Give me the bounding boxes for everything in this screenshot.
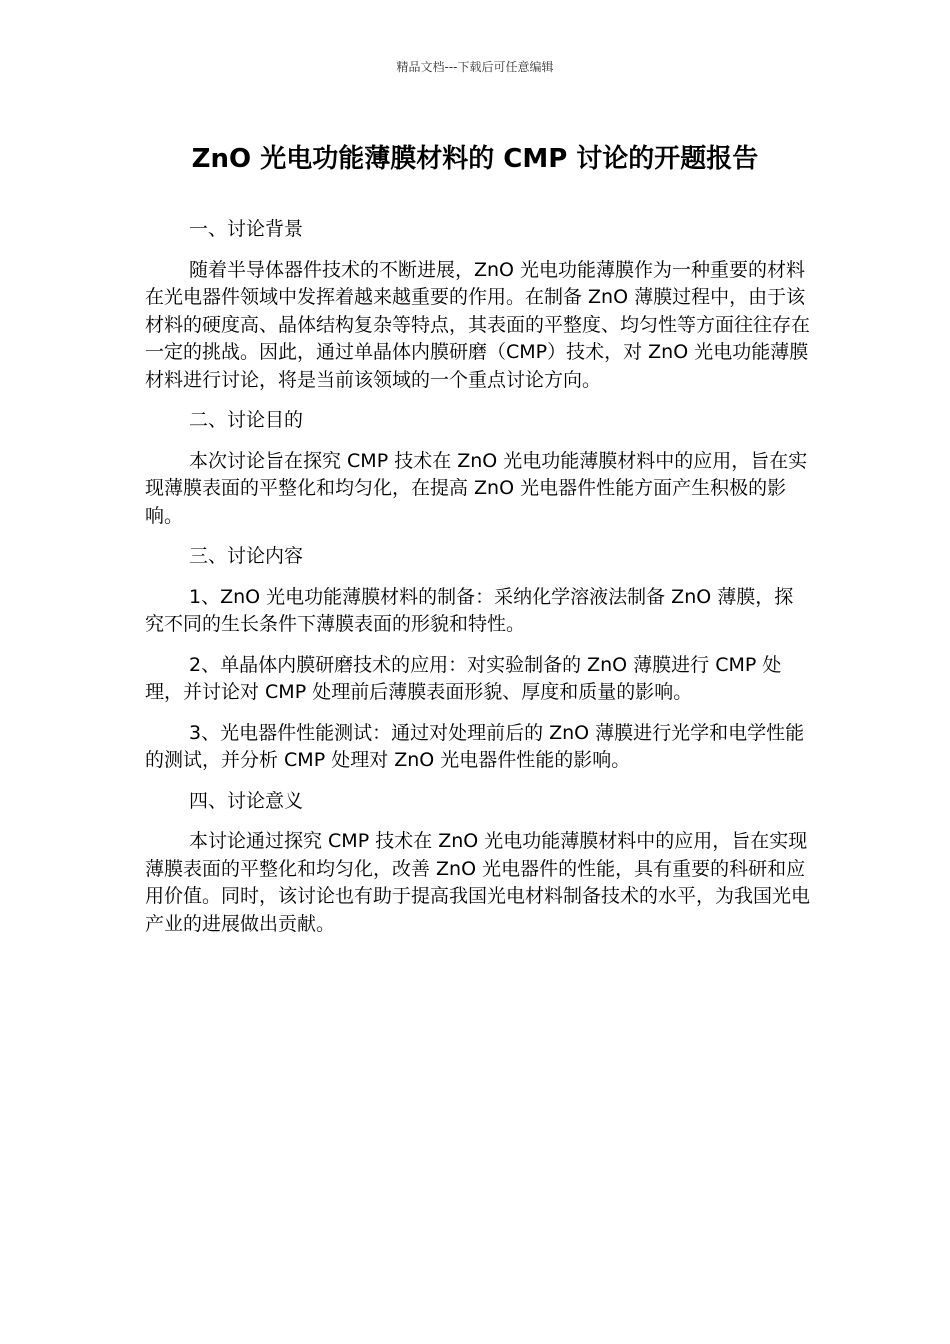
section-heading: 四、讨论意义 bbox=[189, 789, 304, 812]
section-significance bbox=[145, 788, 810, 939]
section-heading: 三、讨论内容 bbox=[189, 545, 304, 567]
paragraph: 2、单晶体内膜研磨技术的应用：对实验制备的 ZnO 薄膜进行 CMP 处理，并讨论对 CMP 处理前后薄膜表面形貌、厚度和质量的影响。 bbox=[145, 653, 782, 703]
paragraph: 本讨论通过探究 CMP 技术在 ZnO 光电功能薄膜材料中的应用，旨在实现薄膜表面的平整化和均匀化，改善 ZnO 光电器件的性能，具有重要的科研和应用价值。同时，该讨论也有助于提高我国光电材料制备技术的水平，为我国光电产业的进展做出贡献。 bbox=[145, 830, 811, 935]
page-header: 精品文档---下载后可任意编辑 bbox=[396, 60, 554, 74]
paragraph: 随着半导体器件技术的不断进展，ZnO 光电功能薄膜作为一种重要的材料在光电器件领域中发挥着越来越重要的作用。在制备 ZnO 薄膜过程中，由于该材料的硬度高、晶体结构复杂等特点，其表面的平整度、均匀性等方面往往存在一定的挑战。因此，通过单晶体内膜研磨（CMP）技术，对 ZnO 光电功能薄膜材料进行讨论，将是当前该领域的一个重点讨论方向。 bbox=[145, 258, 811, 391]
section-purpose bbox=[145, 407, 810, 530]
section-heading: 二、讨论目的 bbox=[189, 409, 304, 431]
section-background bbox=[145, 216, 810, 394]
paragraph: 本次讨论旨在探究 CMP 技术在 ZnO 光电功能薄膜材料中的应用，旨在实现薄膜表面的平整化和均匀化，在提高 ZnO 光电器件性能方面产生积极的影响。 bbox=[145, 449, 808, 527]
paragraph: 1、ZnO 光电功能薄膜材料的制备：采纳化学溶液法制备 ZnO 薄膜，探究不同的生长条件下薄膜表面的形貌和特性。 bbox=[145, 585, 794, 635]
document-title: ZnO 光电功能薄膜材料的 CMP 讨论的开题报告 bbox=[191, 144, 759, 174]
section-content bbox=[145, 543, 810, 775]
section-heading: 一、讨论背景 bbox=[189, 218, 304, 240]
paragraph: 3、光电器件性能测试：通过对处理前后的 ZnO 薄膜进行光学和电学性能的测试，并分析 CMP 处理对 ZnO 光电器件性能的影响。 bbox=[145, 721, 805, 771]
document-body bbox=[145, 216, 810, 951]
